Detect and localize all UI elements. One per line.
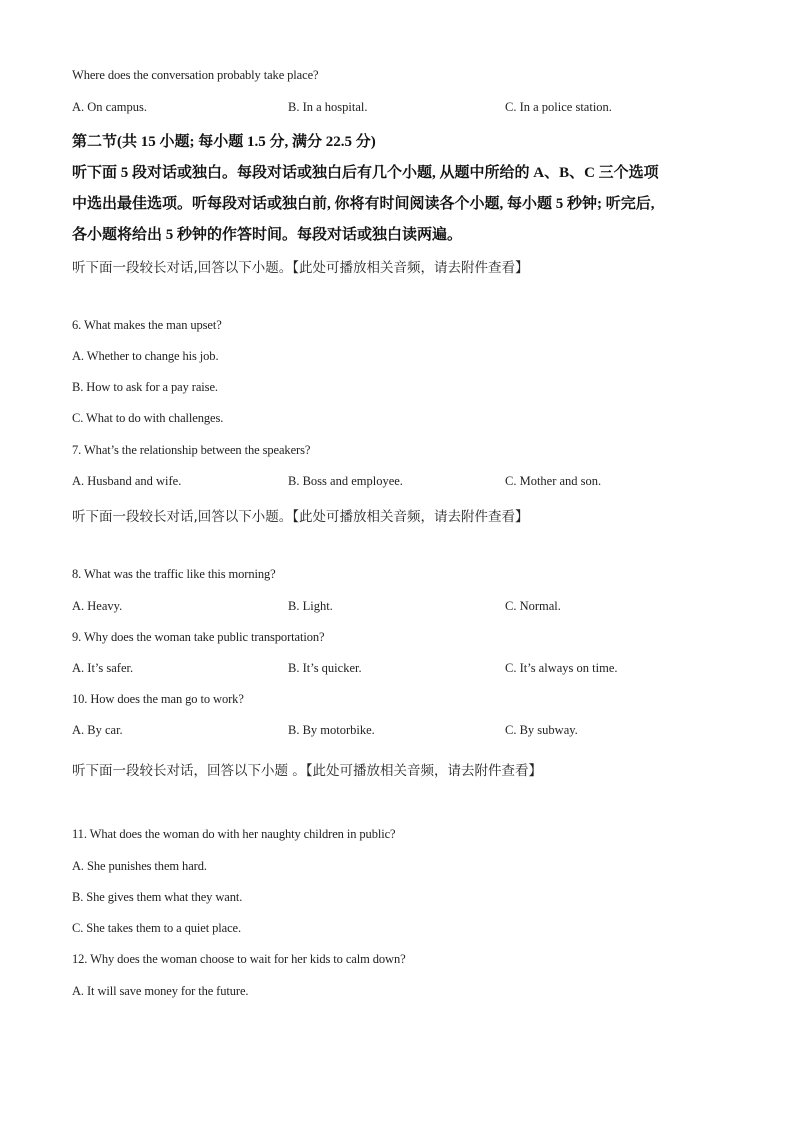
option-a: A. Husband and wife. xyxy=(72,474,182,488)
question-text: 8. What was the traffic like this morning? xyxy=(72,567,276,581)
option-a: A. By car. xyxy=(72,723,123,737)
option-a: A. It’s safer. xyxy=(72,661,134,675)
option-b: B. It’s quicker. xyxy=(288,661,362,675)
instruction-line-3: 各小题将给出 5 秒钟的作答时间。每段对话或独白读两遍。 xyxy=(72,227,463,243)
option-c: C. What to do with challenges. xyxy=(72,411,224,425)
option-b: B. Boss and employee. xyxy=(288,474,403,488)
question-text: Where does the conversation probably take place? xyxy=(72,68,319,82)
option-b: B. In a hospital. xyxy=(288,100,368,114)
question-text: 7. What’s the relationship between the speakers? xyxy=(72,443,311,457)
option-c: C. She takes them to a quiet place. xyxy=(72,921,242,935)
option-a: A. Whether to change his job. xyxy=(72,349,219,363)
instruction-line-2: 中选出最佳选项。听每段对话或独白前, 你将有时间阅读各个小题, 每小题 5 秒钟; 听完后, xyxy=(72,196,655,212)
option-c: C. By subway. xyxy=(505,723,578,737)
option-b: B. She gives them what they want. xyxy=(72,890,243,904)
option-c: C. Mother and son. xyxy=(505,474,602,488)
option-b: B. By motorbike. xyxy=(288,723,375,737)
option-a: A. On campus. xyxy=(72,100,147,114)
option-a: A. Heavy. xyxy=(72,599,123,613)
audio-note: 听下面一段较长对话,回答以下小题。【此处可播放相关音频，请去附件查看】 xyxy=(72,260,529,276)
audio-note: 听下面一段较长对话，回答以下小题 。【此处可播放相关音频，请去附件查看】 xyxy=(72,763,543,779)
question-text: 10. How does the man go to work? xyxy=(72,692,244,706)
option-a: A. It will save money for the future. xyxy=(72,984,249,998)
option-a: A. She punishes them hard. xyxy=(72,859,207,873)
question-text: 9. Why does the woman take public transportation? xyxy=(72,630,325,644)
section-heading: 第二节(共 15 小题; 每小题 1.5 分, 满分 22.5 分) xyxy=(72,134,376,150)
question-text: 12. Why does the woman choose to wait for her kids to calm down? xyxy=(72,952,406,966)
option-c: C. Normal. xyxy=(505,599,561,613)
audio-note: 听下面一段较长对话,回答以下小题。【此处可播放相关音频，请去附件查看】 xyxy=(72,509,529,525)
question-text: 6. What makes the man upset? xyxy=(72,318,222,332)
question-text: 11. What does the woman do with her naughty children in public? xyxy=(72,827,396,841)
option-b: B. Light. xyxy=(288,599,333,613)
instruction-line-1: 听下面 5 段对话或独白。每段对话或独白后有几个小题, 从题中所给的 A、B、C 三个选项 xyxy=(72,165,659,181)
option-c: C. It’s always on time. xyxy=(505,661,618,675)
option-b: B. How to ask for a pay raise. xyxy=(72,380,218,394)
option-c: C. In a police station. xyxy=(505,100,612,114)
